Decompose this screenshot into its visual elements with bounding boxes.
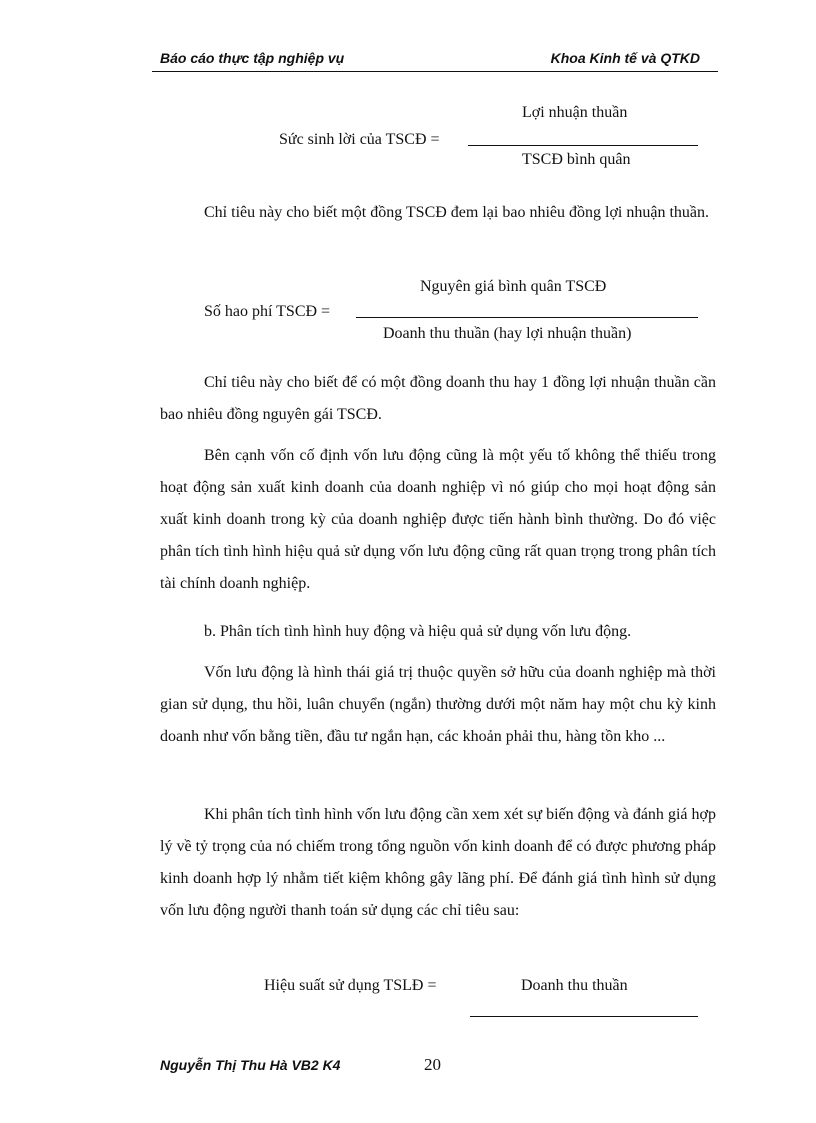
section-heading-b: b. Phân tích tình hình huy động và hiệu quả sử dụng vốn lưu động. (204, 623, 632, 640)
paragraph-5: Vốn lưu động là hình thái giá trị thuộc quyền sở hữu của doanh nghiệp mà thời gian sử dụng, thu hồi, luân chuyển (ngắn) thường dưới một năm hay một chu kỳ kinh doanh như vốn bằng tiền, đầu tư ngắn hạn, các khoản phải thu, hàng tồn kho ... (160, 664, 716, 745)
paragraph-6: Khi phân tích tình hình vốn lưu động cần xem xét sự biến động và đánh giá hợp lý về tỷ trọng của nó chiếm trong tổng nguồn vốn kinh doanh để có được phương pháp kinh doanh hợp lý nhằm tiết kiệm không gây lãng phí. Để đánh giá tình hình sử dụng vốn lưu động người thanh toán sử dụng các chỉ tiêu sau: (160, 806, 716, 919)
header-left-title: Báo cáo thực tập nghiệp vụ (160, 50, 345, 66)
formula-1-numerator: Lợi nhuận thuần (522, 104, 628, 121)
formula-1-label: Sức sinh lời của TSCĐ = (279, 131, 440, 148)
formula-2-denominator: Doanh thu thuần (hay lợi nhuận thuần) (383, 325, 632, 342)
formula-2-fraction-line (356, 317, 698, 318)
formula-1-denominator: TSCĐ bình quân (522, 151, 631, 168)
footer-author: Nguyễn Thị Thu Hà VB2 K4 (160, 1057, 341, 1073)
formula-2-numerator: Nguyên giá bình quân TSCĐ (420, 278, 607, 295)
paragraph-1: Chỉ tiêu này cho biết một đồng TSCĐ đem lại bao nhiêu đồng lợi nhuận thuần. (204, 204, 709, 221)
header-right-title: Khoa Kinh tế và QTKD (550, 50, 700, 66)
formula-3-numerator: Doanh thu thuần (521, 977, 628, 994)
paragraph-2: Chỉ tiêu này cho biết để có một đồng doanh thu hay 1 đồng lợi nhuận thuần cần bao nhiêu đồng nguyên gái TSCĐ. (160, 374, 716, 423)
formula-1-fraction-line (468, 145, 698, 146)
header-divider (152, 71, 718, 72)
paragraph-3: Bên cạnh vốn cố định vốn lưu động cũng là một yếu tố không thể thiếu trong hoạt động sản xuất kinh doanh của doanh nghiệp vì nó giúp cho mọi hoạt động sản xuất kinh doanh trong kỳ của doanh nghiệp được tiến hành bình thường. Do đó việc phân tích tình hình hiệu quả sử dụng vốn lưu động cũng rất quan trọng trong phân tích tài chính doanh nghiệp. (160, 447, 716, 592)
formula-3-fraction-line (470, 1016, 698, 1017)
formula-3-label: Hiệu suất sử dụng TSLĐ = (264, 977, 437, 994)
formula-2-label: Số hao phí TSCĐ = (204, 303, 331, 320)
page-number: 20 (424, 1055, 441, 1074)
